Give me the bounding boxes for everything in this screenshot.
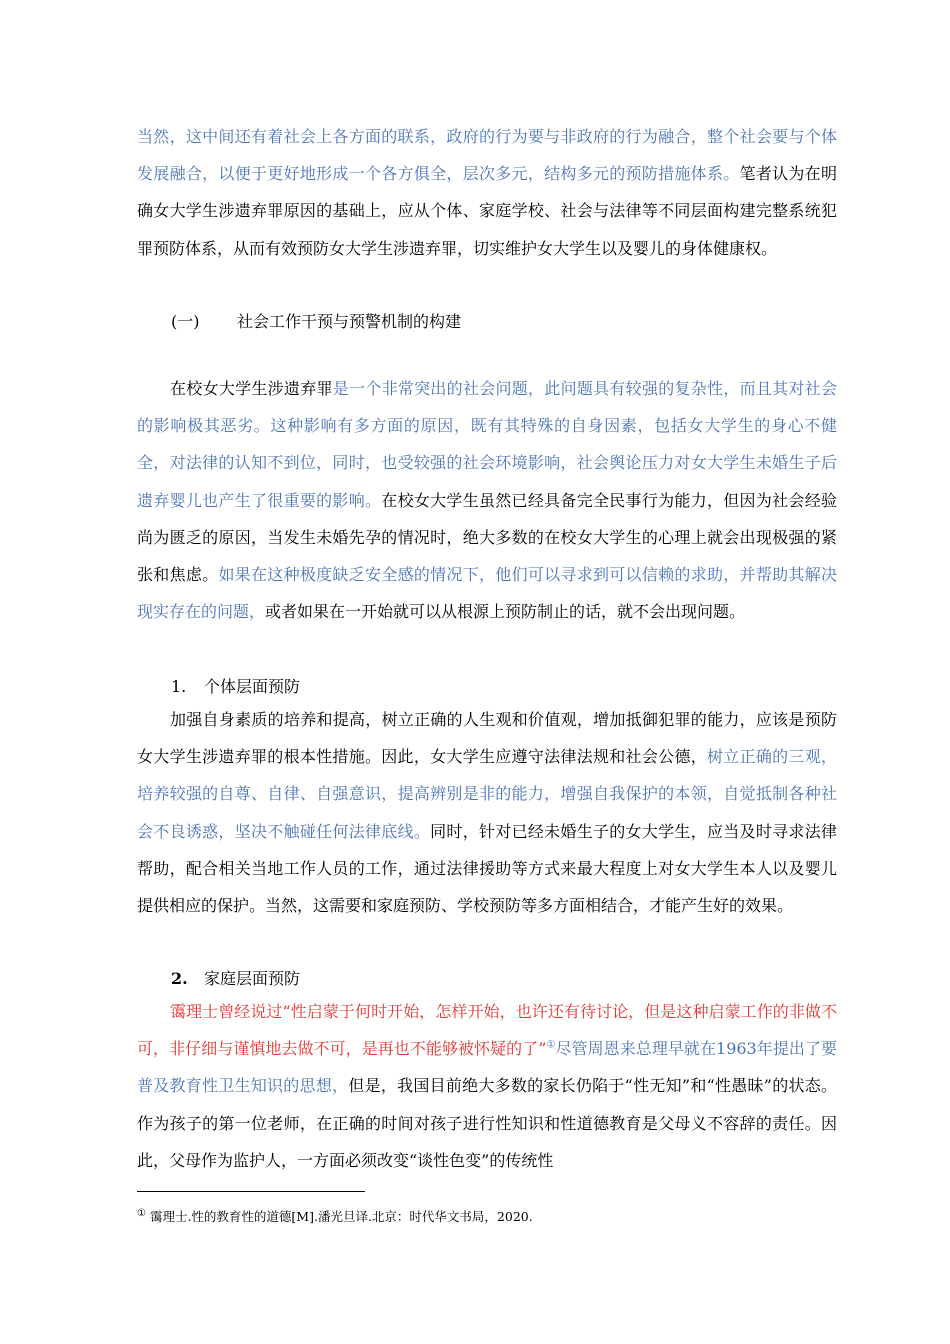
paragraph-background [137, 370, 837, 630]
body-text: 在校女大学生虽然已经具备完全民事行为能力，但因为社会经验尚为匮乏的原因，当发生未婚先孕的情况时，绝大多数的在校女大学生的心理上就会出现极强的紧张和焦虑。 [137, 490, 837, 585]
body-text: 或者如果在一开始就可以从根源上预防制止的话，就不会出现问题。 [265, 602, 746, 622]
paragraph-individual [137, 701, 837, 924]
highlighted-text: 尽管周恩来总理早就在1963年提出了要普及教育性卫生知识的思想， [137, 1039, 837, 1096]
subsection-heading-individual [171, 675, 301, 699]
footnote-mark: ① [137, 1207, 146, 1219]
paragraph-family [137, 993, 837, 1179]
subsection-number: 1. [171, 677, 187, 696]
body-text: 但是，我国目前绝大多数的家长仍陷于“性无知”和“性愚昧”的状态。作为孩子的第一位老师，在正确的时间对孩子进行性知识和性道德教育是父母义不容辞的责任。因此，父母作为监护人，一方面必须改变“谈性色变”的传统性 [137, 1076, 837, 1170]
footnote-divider [137, 1191, 365, 1192]
subsection-number: 2. [171, 969, 188, 988]
subsection-heading-family [171, 967, 301, 991]
body-text: 在校女大学生涉遗弃罪 [170, 379, 333, 398]
body-text: 加强自身素质的培养和提高，树立正确的人生观和价值观，增加抵御犯罪的能力，应该是预防女大学生涉遗弃罪的根本性措施。因此，女大学生应遵守法律法规和社会公德， [137, 710, 837, 767]
highlighted-text: 当然，这中间还有着社会上各方面的联系，政府的行为要与非政府的行为融合，整个社会要与个体发展融合，以便于更好地形成一个各方俱全，层次多元，结构多元的预防措施体系。 [137, 127, 837, 184]
body-text: 同时，针对已经未婚生子的女大学生，应当及时寻求法律帮助，配合相关当地工作人员的工作，通过法律援助等方式来最大程度上对女大学生本人以及婴儿提供相应的保护。当然，这需要和家庭预防、学校预防等多方面相结合，才能产生好的效果。 [137, 821, 837, 916]
section-title: 社会工作干预与预警机制的构建 [237, 312, 462, 331]
subsection-title: 家庭层面预防 [204, 969, 301, 988]
footnote [137, 1208, 533, 1226]
highlighted-text: 如果在这种极度缺乏安全感的情况下，他们可以寻求到可以信赖的求助，并帮助其解决现实存在的问题， [137, 565, 837, 622]
paragraph-intro [137, 118, 837, 267]
highlighted-text: 是一个非常突出的社会问题，此问题具有较强的复杂性，而且其对社会的影响极其恶劣。这种影响有多方面的原因，既有其特殊的自身因素，包括女大学生的身心不健全，对法律的认知不到位，同时，也受较强的社会环境影响，社会舆论压力对女大学生未婚生子后遗弃婴儿也产生了很重要的影响。 [137, 379, 837, 510]
highlighted-text: 树立正确的三观，培养较强的自尊、自律、自强意识，提高辨别是非的能力，增强自我保护的本领，自觉抵制各种社会不良诱惑，坚决不触碰任何法律底线。 [137, 747, 837, 841]
footnote-reference: ① [546, 1039, 556, 1051]
section-number: (一) [171, 312, 200, 331]
subsection-title: 个体层面预防 [204, 677, 301, 696]
body-text: 笔者认为在明确女大学生涉遗弃罪原因的基础上，应从个体、家庭学校、社会与法律等不同层面构建完整系统犯罪预防体系，从而有效预防女大学生涉遗弃罪，切实维护女大学生以及婴儿的身体健康权。 [137, 164, 837, 258]
section-heading-1 [171, 310, 462, 334]
footnote-text: 霭理士.性的教育性的道德[M].潘光旦译.北京：时代华文书局，2020. [149, 1209, 533, 1224]
quotation-text: 霭理士曾经说过“性启蒙于何时开始，怎样开始，也许还有待讨论，但是这种启蒙工作的非做不可，非仔细与谨慎地去做不可，是再也不能够被怀疑的了” [137, 1002, 837, 1059]
